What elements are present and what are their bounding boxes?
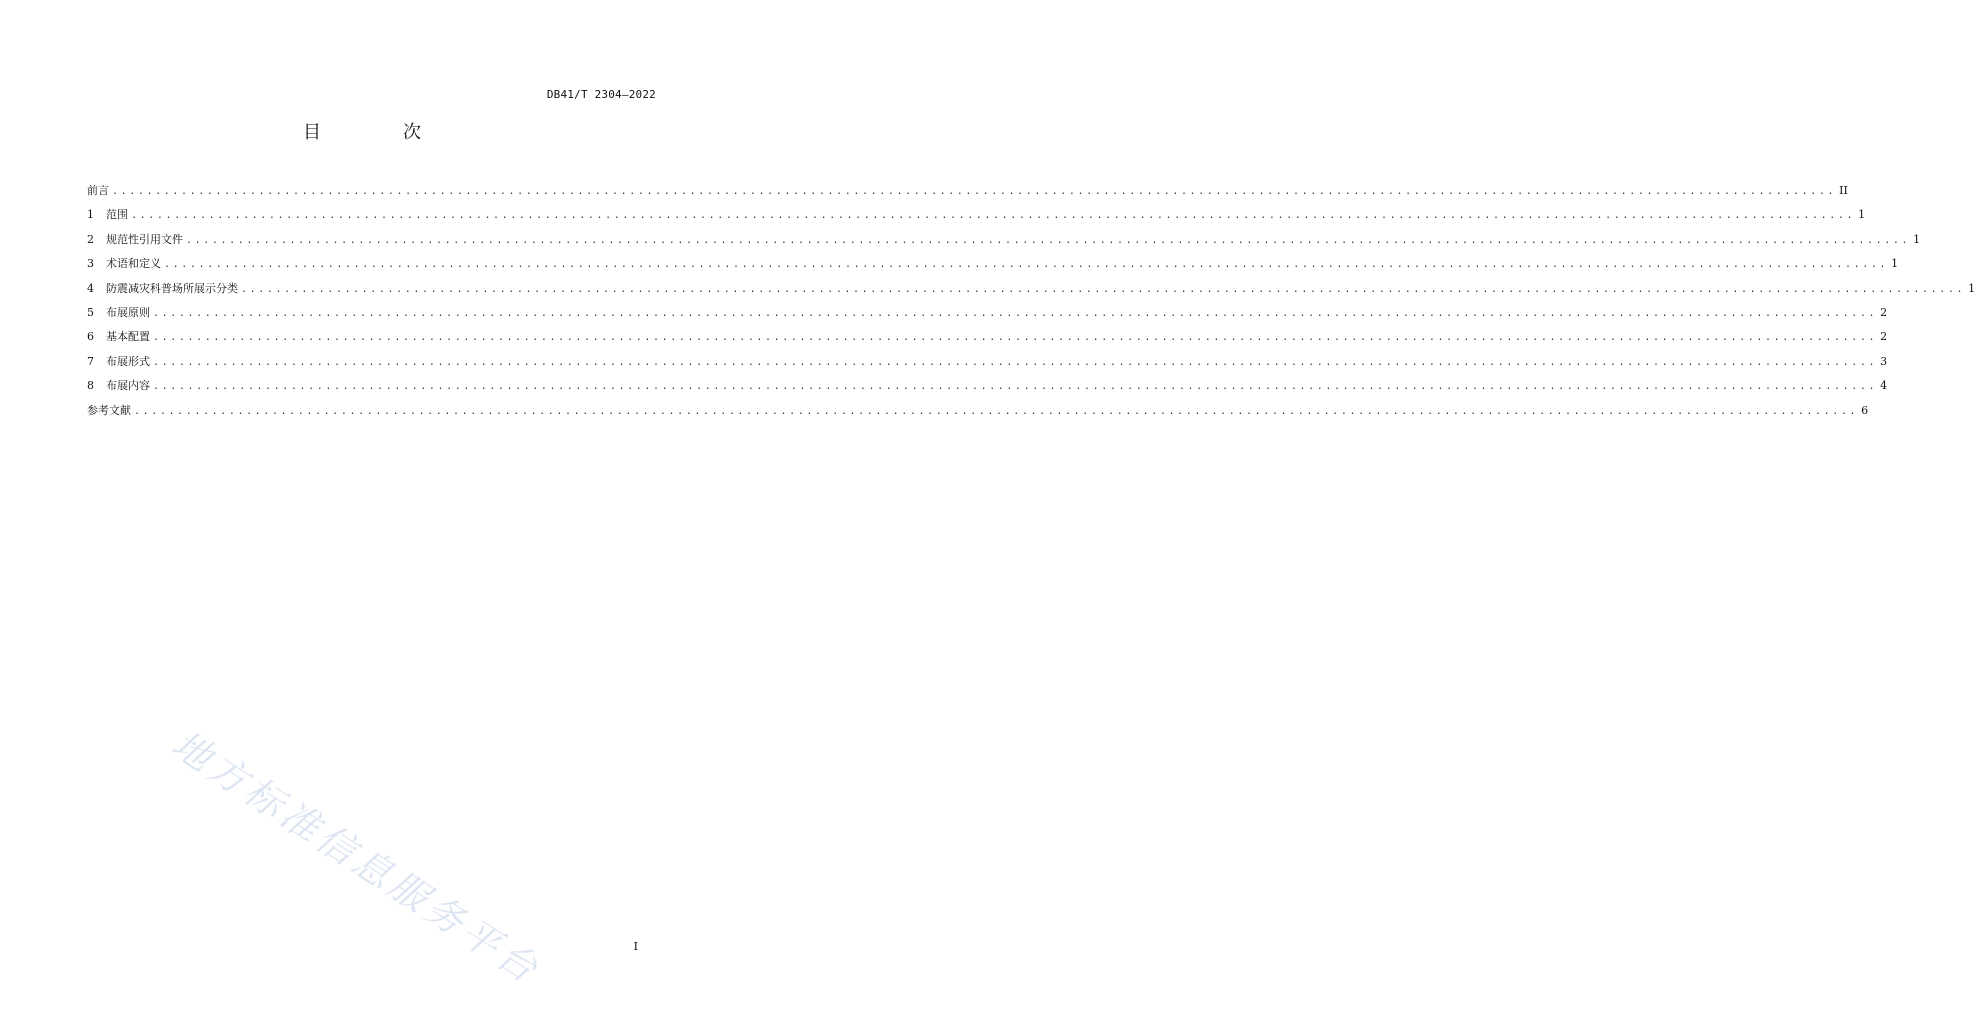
toc-entry-label: 规范性引用文件 bbox=[106, 232, 183, 246]
toc-entry-page: 3 bbox=[1880, 354, 1888, 368]
toc-entry-exhibition-forms[interactable] bbox=[87, 353, 1888, 377]
toc-entry-terms-definitions[interactable] bbox=[87, 255, 1899, 279]
toc-entry-label: 防震减灾科普场所展示分类 bbox=[106, 281, 238, 295]
toc-entry-number: 3 bbox=[87, 257, 94, 271]
toc-leader-dots: ........................................................................................................................................................................................................ bbox=[153, 332, 1878, 344]
toc-entry-page: 6 bbox=[1861, 403, 1869, 417]
page-number: I bbox=[633, 940, 638, 953]
toc-entry-label: 术语和定义 bbox=[106, 257, 161, 271]
toc-entry-page: 1 bbox=[1913, 232, 1921, 246]
toc-entry-page: 1 bbox=[1891, 257, 1899, 271]
toc-leader-dots: ........................................................................................................................................................................................................ bbox=[153, 381, 1878, 393]
table-of-contents bbox=[87, 182, 1975, 426]
toc-entry-label: 参考文献 bbox=[87, 403, 131, 417]
toc-leader-dots: ........................................................................................................................................................................................................ bbox=[186, 234, 1911, 246]
document-code: DB41/T 2304—2022 bbox=[546, 88, 656, 101]
toc-entry-page: 1 bbox=[1968, 281, 1975, 295]
toc-entry-basic-configuration[interactable] bbox=[87, 328, 1888, 352]
toc-leader-dots: ........................................................................................................................................................................................................ bbox=[131, 210, 1856, 222]
toc-leader-dots: ........................................................................................................................................................................................................ bbox=[153, 356, 1878, 368]
toc-leader-dots: ........................................................................................................................................................................................................ bbox=[241, 283, 1966, 295]
toc-entry-page: 4 bbox=[1880, 379, 1888, 393]
toc-title: 目 次 bbox=[303, 122, 453, 143]
toc-entry-label: 布展内容 bbox=[106, 379, 150, 393]
toc-entry-exhibition-content[interactable] bbox=[87, 377, 1888, 401]
toc-entry-normative-references[interactable] bbox=[87, 231, 1921, 255]
toc-entry-number: 5 bbox=[87, 305, 94, 319]
toc-entry-number: 2 bbox=[87, 232, 94, 246]
toc-entry-scope[interactable] bbox=[87, 206, 1866, 230]
toc-leader-dots: ........................................................................................................................................................................................................ bbox=[112, 186, 1837, 197]
toc-entry-label: 范围 bbox=[106, 208, 128, 222]
toc-entry-number: 1 bbox=[87, 208, 94, 222]
toc-leader-dots: ........................................................................................................................................................................................................ bbox=[164, 259, 1889, 271]
toc-entry-page: 2 bbox=[1880, 305, 1888, 319]
watermark: 地方标准信息服务平台 bbox=[164, 721, 549, 994]
toc-entry-page: 2 bbox=[1880, 330, 1888, 344]
toc-entry-label: 布展形式 bbox=[106, 354, 150, 368]
toc-entry-principles[interactable] bbox=[87, 304, 1888, 328]
toc-leader-dots: ........................................................................................................................................................................................................ bbox=[153, 307, 1878, 319]
toc-entry-number: 8 bbox=[87, 379, 94, 393]
toc-entry-label: 布展原则 bbox=[106, 305, 150, 319]
toc-entry-page: II bbox=[1839, 184, 1848, 197]
toc-entry-bibliography[interactable] bbox=[87, 402, 1869, 426]
toc-entry-label: 基本配置 bbox=[106, 330, 150, 344]
toc-entry-foreword[interactable] bbox=[87, 182, 1848, 206]
toc-leader-dots: ........................................................................................................................................................................................................ bbox=[134, 405, 1859, 417]
toc-entry-number: 6 bbox=[87, 330, 94, 344]
toc-entry-classification[interactable] bbox=[87, 280, 1975, 304]
toc-entry-number: 7 bbox=[87, 354, 94, 368]
toc-entry-page: 1 bbox=[1858, 208, 1866, 222]
toc-entry-number: 4 bbox=[87, 281, 94, 295]
toc-entry-label: 前言 bbox=[87, 184, 109, 197]
